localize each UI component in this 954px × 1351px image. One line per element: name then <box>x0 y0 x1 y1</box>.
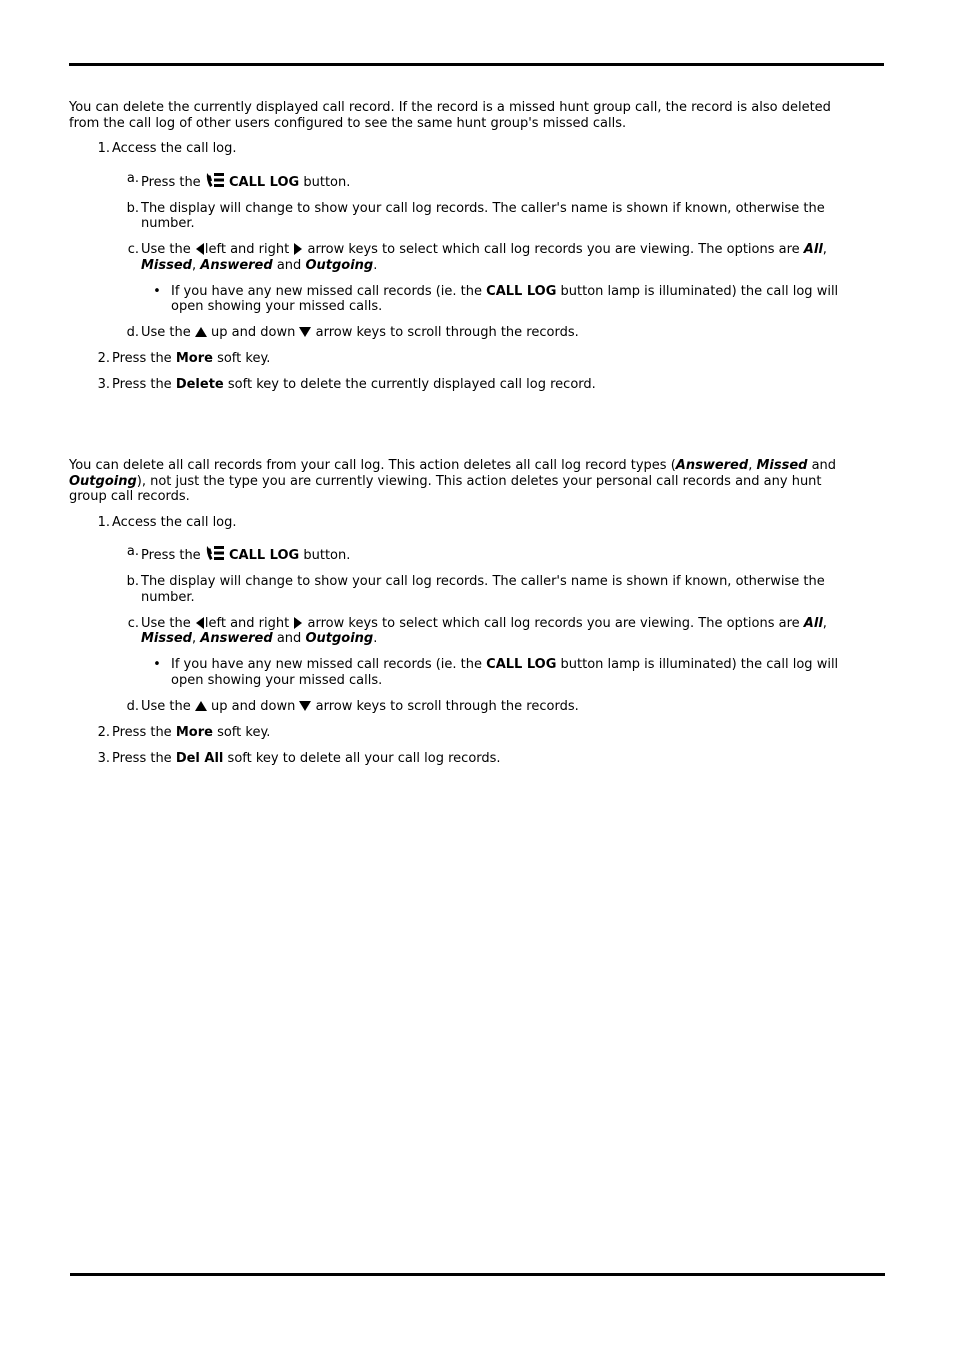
text: If you have any new missed call records (ie. the <box>171 283 483 299</box>
text: ), not just the type you are currently viewing. This action deletes your personal call records and any hunt group call records. <box>69 473 822 504</box>
call-log-key: CALL LOG <box>228 548 300 563</box>
right-arrow-icon <box>293 617 303 629</box>
text: If you have any new missed call records (ie. the <box>171 657 483 672</box>
text: Press the <box>112 750 172 766</box>
section-delete-all <box>69 458 849 777</box>
text: The display will change to show your call log records. The caller's name is shown if known, otherwise the number. <box>141 574 825 605</box>
text: Press the <box>141 548 201 563</box>
substep-letter: d. <box>126 698 139 714</box>
substep-c: c. Use the left and right arrow keys to select which call log records you are viewing. The options are All, Missed, Answered and Outgoing. <box>69 242 849 273</box>
text: button. <box>303 174 351 190</box>
substep-a <box>69 544 849 564</box>
substep-a <box>69 171 849 191</box>
footer-rule <box>70 1273 885 1276</box>
call-log-key: CALL LOG <box>486 657 557 672</box>
substep-c: c. Use the left and right arrow keys to select which call log records you are viewing. The options are All, Missed, Answered and Outgoing. <box>69 616 849 647</box>
step-number: 3. <box>97 750 110 766</box>
intro-paragraph: You can delete the currently displayed call record. If the record is a missed hunt group call, the record is also deleted from the call log of other users configured to see the same hunt group's missed calls. <box>69 100 831 131</box>
substep-letter: a. <box>126 170 139 186</box>
call-log-key: CALL LOG <box>486 283 557 299</box>
down-arrow-icon <box>299 327 311 338</box>
text: arrow keys to select which call log records you are viewing. The options are <box>307 615 800 631</box>
text: up and down <box>211 698 296 714</box>
text: You can delete all call records from your call log. This action deletes all call log record types ( <box>69 458 676 473</box>
text: button lamp is illuminated) the call log will open showing your missed calls. <box>171 657 839 688</box>
right-arrow-icon <box>293 243 303 255</box>
text: up and down <box>211 325 296 340</box>
more-key: More <box>175 724 213 740</box>
up-arrow-icon <box>195 327 207 338</box>
note-bullet <box>69 284 849 315</box>
text: and <box>811 458 837 473</box>
text: soft key. <box>217 351 271 366</box>
text: button lamp is illuminated) the call log will open showing your missed calls. <box>171 283 839 314</box>
text: left and right <box>204 242 290 257</box>
bullet-marker: • <box>153 283 161 299</box>
option-missed: Missed <box>141 257 192 273</box>
step-number: 3. <box>97 377 110 392</box>
text: button. <box>303 548 351 563</box>
option-all: All <box>803 242 823 257</box>
del-all-key: Del All <box>175 750 224 766</box>
text: left and right <box>204 615 290 631</box>
intro-paragraph: You can delete all call records from your call log. This action deletes all call log record types (Answered, Missed and Outgoing), not just the type you are currently viewing. This action deletes your personal call records and any hunt group call records. <box>69 458 837 504</box>
up-arrow-icon <box>195 701 207 712</box>
note-bullet <box>69 657 849 688</box>
substep-b <box>69 201 849 232</box>
step-text: Access the call log. <box>112 141 237 156</box>
down-arrow-icon <box>299 701 311 712</box>
step-number: 2. <box>97 724 110 740</box>
step-number: 1. <box>97 514 110 530</box>
left-arrow-icon <box>195 617 205 629</box>
text: Press the <box>112 377 172 392</box>
step-1 <box>69 141 849 157</box>
option-missed: Missed <box>141 631 192 646</box>
step-2 <box>69 351 849 367</box>
step-1 <box>69 515 849 531</box>
text: soft key to delete all your call log records. <box>227 750 501 766</box>
more-key: More <box>175 351 213 366</box>
text: Use the <box>141 615 191 631</box>
step-3 <box>69 377 849 393</box>
substep-letter: c. <box>127 615 139 631</box>
text: and <box>276 257 302 273</box>
delete-key: Delete <box>175 377 224 392</box>
section-delete-record <box>69 100 849 403</box>
call-log-icon <box>205 544 225 562</box>
left-arrow-icon <box>195 243 205 255</box>
call-log-key: CALL LOG <box>228 174 300 190</box>
step-number: 1. <box>97 141 110 156</box>
text: arrow keys to scroll through the records. <box>315 325 579 340</box>
substep-d <box>69 325 849 341</box>
option-all: All <box>803 615 823 631</box>
substep-letter: a. <box>126 544 139 559</box>
option-outgoing: Outgoing <box>305 631 374 646</box>
substep-letter: d. <box>126 325 139 340</box>
step-2 <box>69 725 849 741</box>
step-number: 2. <box>97 351 110 366</box>
step-text: Access the call log. <box>112 514 237 530</box>
step-3 <box>69 751 849 767</box>
text: soft key. <box>217 724 271 740</box>
type-answered: Answered <box>675 458 749 473</box>
bullet-marker: • <box>153 657 161 672</box>
call-log-icon <box>205 171 225 189</box>
text: Use the <box>141 242 191 257</box>
type-outgoing: Outgoing <box>69 473 137 489</box>
option-answered: Answered <box>200 257 273 273</box>
text: Press the <box>112 724 172 740</box>
text: Use the <box>141 325 191 340</box>
text: arrow keys to select which call log records you are viewing. The options are <box>307 242 800 257</box>
substep-d <box>69 699 849 715</box>
option-answered: Answered <box>200 631 273 646</box>
text: and <box>276 631 302 646</box>
type-missed: Missed <box>756 458 808 473</box>
substep-letter: b. <box>126 574 139 589</box>
substep-b <box>69 574 849 605</box>
text: The display will change to show your call log records. The caller's name is shown if known, otherwise the number. <box>141 200 825 231</box>
text: Press the <box>141 174 201 190</box>
text: Use the <box>141 698 191 714</box>
substep-letter: c. <box>127 242 139 257</box>
text: arrow keys to scroll through the records. <box>315 698 579 714</box>
header-rule <box>69 63 884 66</box>
substep-letter: b. <box>126 200 139 216</box>
text: soft key to delete the currently displayed call log record. <box>227 377 596 392</box>
text: Press the <box>112 351 172 366</box>
option-outgoing: Outgoing <box>305 257 374 273</box>
